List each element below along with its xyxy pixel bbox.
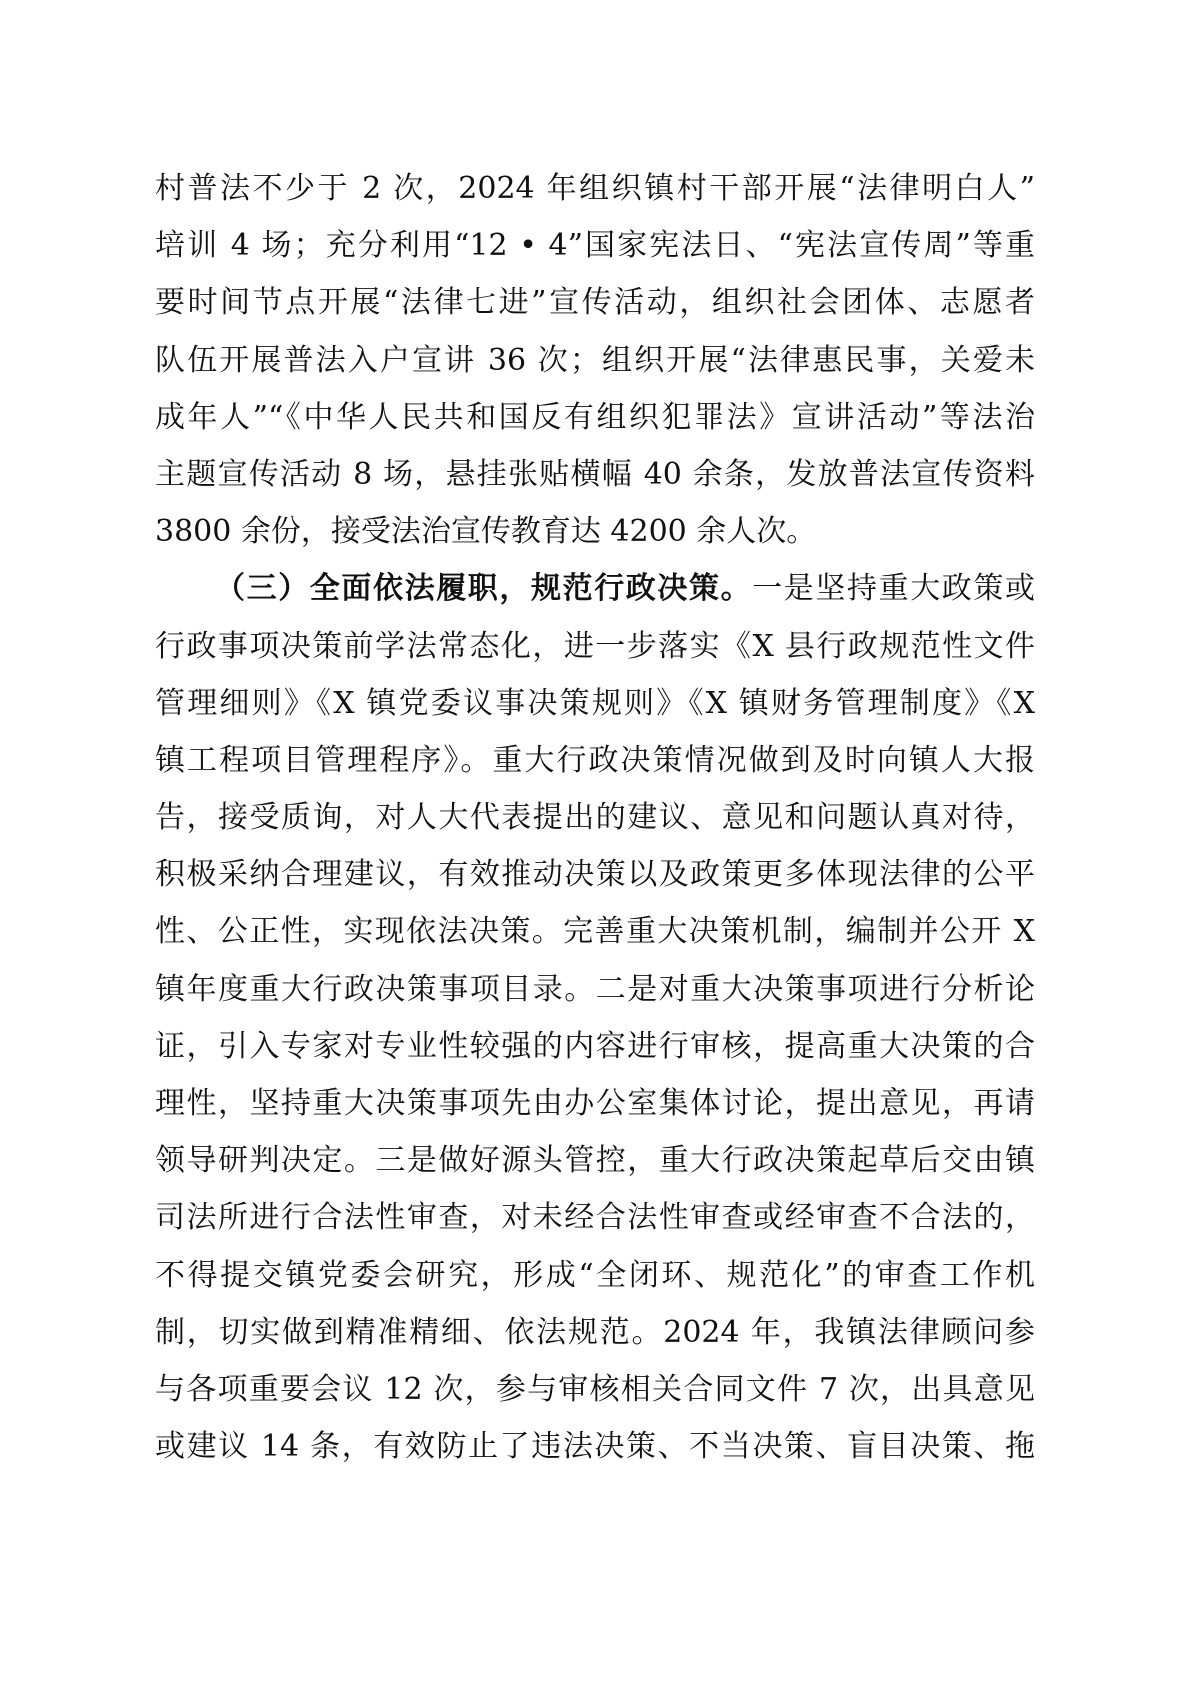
text-line: 成年人”“《中华人民共和国反有组织犯罪法》宣讲活动”等法治 [155, 399, 1035, 435]
text-line: 不得提交镇党委会研究，形成“全闭环、规范化”的审查工作机 [155, 1257, 1035, 1293]
document-body [155, 160, 1035, 1475]
text-line: 与各项重要会议 12 次，参与审核相关合同文件 7 次，出具意见 [155, 1371, 1035, 1407]
text-line: 要时间节点开展“法律七进”宣传活动，组织社会团体、志愿者 [155, 285, 1035, 321]
text-line: 制，切实做到精准精细、依法规范。2024 年，我镇法律顾问参 [155, 1314, 1035, 1350]
section-heading-line [155, 560, 1035, 617]
text-line: 性、公正性，实现依法决策。完善重大决策机制，编制并公开 X [155, 914, 1035, 950]
text-line: 队伍开展普法入户宣讲 36 次；组织开展“法律惠民事，关爱未 [155, 342, 1035, 378]
text-line: 或建议 14 条，有效防止了违法决策、不当决策、盲目决策、拖 [155, 1429, 1035, 1465]
text-line: 告，接受质询，对人大代表提出的建议、意见和问题认真对待， [155, 800, 1035, 836]
text-line: 司法所进行合法性审查，对未经合法性审查或经审查不合法的， [155, 1200, 1035, 1236]
text-line: 积极采纳合理建议，有效推动决策以及政策更多体现法律的公平 [155, 857, 1035, 893]
text-line: 证，引入专家对专业性较强的内容进行审核，提高重大决策的合 [155, 1028, 1035, 1064]
text-line: 主题宣传活动 8 场，悬挂张贴横幅 40 余条，发放普法宣传资料 [155, 456, 1035, 492]
text-line: 管理细则》《X 镇党委议事决策规则》《X 镇财务管理制度》《X [155, 685, 1035, 721]
text-line: 理性，坚持重大决策事项先由办公室集体讨论，提出意见，再请 [155, 1086, 1035, 1121]
section-heading-rest: 一是坚持重大政策或 [752, 571, 1035, 607]
text-line: 村普法不少于 2 次，2024 年组织镇村干部开展“法律明白人” [155, 171, 1035, 206]
text-line: 3800 余份，接受法治宣传教育达 4200 余人次。 [155, 514, 817, 550]
text-line: 领导研判决定。三是做好源头管控，重大行政决策起草后交由镇 [155, 1143, 1035, 1179]
section-heading: （三）全面依法履职，规范行政决策。 [215, 571, 753, 607]
text-line: 培训 4 场；充分利用“12 • 4”国家宪法日、“宪法宣传周”等重 [155, 228, 1035, 264]
text-line: 行政事项决策前学法常态化，进一步落实《X 县行政规范性文件 [155, 628, 1035, 664]
text-line: 镇工程项目管理程序》。重大行政决策情况做到及时向镇人大报 [155, 742, 1035, 778]
text-line: 镇年度重大行政决策事项目录。二是对重大决策事项进行分析论 [155, 971, 1035, 1007]
